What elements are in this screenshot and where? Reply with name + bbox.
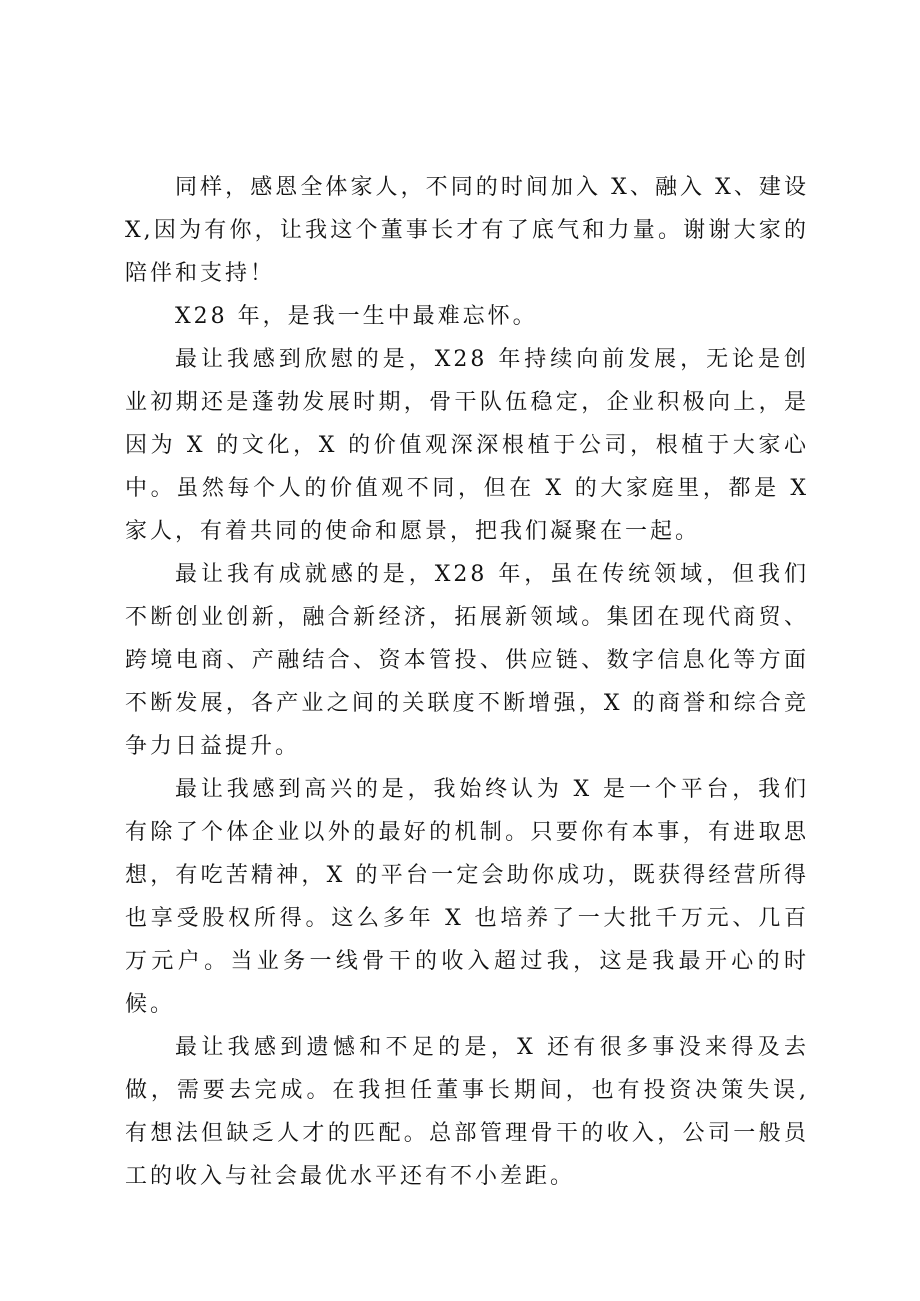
paragraph-gratified: 最让我感到欣慰的是，X28 年持续向前发展，无论是创业初期还是蓬勃发展时期，骨干队伍稳定，企业积极向上，是因为 X 的文化，X 的价值观深深根植于公司，根植于大家心中。虽然每个人的价值观不同，但在 X 的大家庭里，都是 X 家人，有着共同的使命和愿景，把我们凝聚在一起。 — [125, 347, 809, 544]
paragraph-regret: 最让我感到遗憾和不足的是，X 还有很多事没来得及去做，需要去完成。在我担任董事长期间，也有投资决策失误,有想法但缺乏人才的匹配。总部管理骨干的收入，公司一般员工的收入与社会最优水平还有不小差距。 — [125, 1035, 809, 1189]
paragraph-x28-year: X28 年，是我一生中最难忘怀。 — [175, 304, 538, 329]
paragraph-gratitude: 同样，感恩全体家人，不同的时间加入 X、融入 X、建设 X,因为有你，让我这个董事长才有了底气和力量。谢谢大家的陪伴和支持！ — [125, 175, 809, 286]
document-body — [125, 166, 809, 1198]
paragraph-happiness: 最让我感到高兴的是，我始终认为 X 是一个平台，我们有除了个体企业以外的最好的机制。只要你有本事，有进取思想，有吃苦精神，X 的平台一定会助你成功，既获得经营所得也享受股权所得。这么多年 X 也培养了一大批千万元、几百万元户。当业务一线骨干的收入超过我，这是我最开心的时候。 — [125, 777, 809, 1017]
paragraph-achievement: 最让我有成就感的是，X28 年，虽在传统领域，但我们不断创业创新，融合新经济，拓展新领域。集团在现代商贸、跨境电商、产融结合、资本管投、供应链、数字信息化等方面不断发展，各产业之间的关联度不断增强，X 的商誉和综合竞争力日益提升。 — [125, 562, 809, 759]
